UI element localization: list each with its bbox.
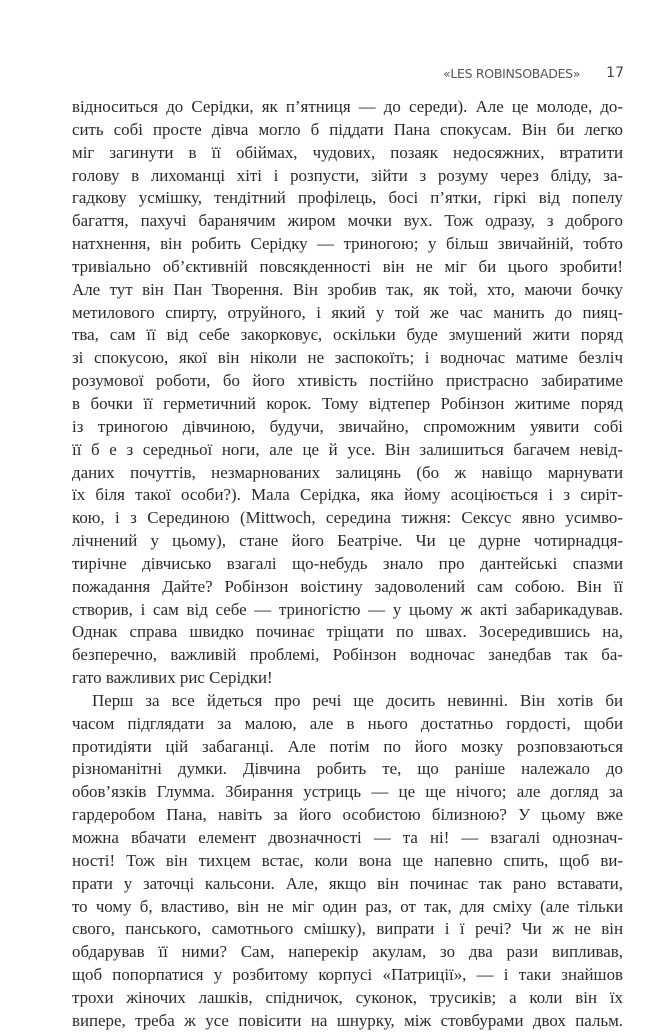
text-line: протидіяти цій забаганці. Але потім по його мозку розповзаються [72, 736, 623, 756]
text-line: часом підглядати за малою, але в нього достатньо гордості, щоби [72, 713, 623, 733]
text-line: міг загинути в її обіймах, чудових, позаяк недосяжних, втратити [72, 142, 623, 162]
text-line: метилового спирту, отруйного, і який у той же час манить до пияц- [72, 302, 623, 322]
text-line: можна вбачати елемент двозначності — та ні! — взагалі однознач- [72, 828, 623, 847]
text-line: то чому б, властиво, він не міг один раз, от так, для сміху (але тільки [72, 896, 623, 916]
text-line: прати у заточці кальсони. Але, якщо він починає так рано вставати, [72, 873, 623, 893]
text-line: розумової роботи, бо його хтивість постійно пристрасно забиратиме [72, 371, 623, 391]
text-line: створив, і сам від себе — триногістю — у цьому ж акті забарикадував. [72, 599, 623, 619]
text-line: в бочки її герметичний корок. Тому відтепер Робінзон житиме поряд [72, 393, 623, 413]
text-line: свого, панського, самотнього смішку), випрати і ї речі? Чи ж не він [72, 919, 623, 939]
text-line: їх біля такої особи?). Мала Серідка, яка йому асоціюється і з сиріт- [72, 485, 623, 505]
text-line: Але тут він Пан Творення. Він зробив так, як той, хто, маючи бочку [72, 279, 623, 299]
text-line: Перш за все йдеться про речі ще досить невинні. Він хотів би [92, 690, 623, 710]
page-number: 17 [606, 65, 624, 81]
text-line: гадкову усмішку, тендітний профілець, босі п’ятки, гіркі від попелу [72, 188, 623, 208]
text-line: тирічне дівчисько взагалі що-небудь знало про дантейські спазми [72, 553, 623, 573]
text-line: лічнений у цьому), стане його Беатріче. Чи це дурне чотирнадця- [72, 531, 623, 551]
text-line: кою, і з Серединою (Mittwoch, середина тижня: Сексус явно усимво- [72, 508, 623, 528]
text-line: багаття, пахучі баранячим жиром мочки вух. Тож одразу, з доброго [72, 211, 623, 231]
text-line: Однак справа швидко починає тріщати по швах. Зосередившись на, [72, 622, 623, 642]
paragraph-2 [72, 690, 623, 1033]
text-line: тривіально об’єктивній повсякденності він не міг би цього зробити! [72, 256, 623, 276]
text-line: обов’язків Глумма. Збирання устриць — це ще нічого; але догляд за [72, 782, 623, 802]
text-line: сить собі просте дівча могло б піддати Пана спокусам. Він би легко [72, 119, 623, 139]
running-title: «LES ROBINSOBADES» [443, 65, 581, 81]
text-line: випере, треба ж усе повісити на шнурку, між стовбурами двох пальм. [72, 1010, 623, 1030]
text-line: голову в лихоманці хіті і розпусти, зійти з розуму через бліду, за- [72, 165, 623, 185]
paragraph-1 [72, 96, 623, 690]
text-line: зі спокусою, якої він ніколи не заспокоїть; і водночас матиме безліч [72, 348, 623, 368]
text-line: різноманітні думки. Дівчина робить те, що раніше належало до [72, 759, 623, 779]
text-line: гардеробом Пана, навіть за його особистою білизною? У цьому вже [72, 805, 623, 825]
text-line: ності! Тож він тихцем встає, коли вона ще напевно спить, щоб ви- [72, 850, 623, 870]
text-line: обдарував її ними? Сам, наперекір акулам, зо два рази випливав, [72, 942, 623, 962]
text-line: трохи жіночих лашків, спідничок, суконок, трусиків; а коли він їх [72, 987, 623, 1007]
text-line: щоб попорпатися у розбитому корпусі «Патриції», — і таки знайшов [72, 965, 623, 985]
text-line: відноситься до Серідки, як п’ятниця — до середи). Але це молоде, до- [72, 97, 623, 116]
text-line: тва, сам її від себе закорковує, оскільки буде змушений жити поряд [72, 325, 623, 345]
text-line: її б е з середньої ноги, але це й усе. Він залишиться багачем невід- [72, 439, 623, 459]
text-line: даних почуттів, незмарнованих залицянь (бо ж навіщо марнувати [72, 462, 623, 482]
text-line: із триногою дівчиною, будучи, звичайно, спроможним уявити собі [72, 416, 623, 436]
running-head [380, 63, 624, 83]
body-text [72, 96, 623, 1033]
text-line: безперечно, важливій проблемі, Робінзон водночас занедбав так ба- [72, 645, 623, 665]
text-line: натхнення, він робить Серідку — триногою; у більш звичайній, тобто [72, 234, 623, 254]
text-line: гато важливих рис Серідки! [72, 668, 273, 688]
text-line: пожадання Дайте? Робінзон воістину задоволений сам собою. Він її [72, 576, 623, 596]
